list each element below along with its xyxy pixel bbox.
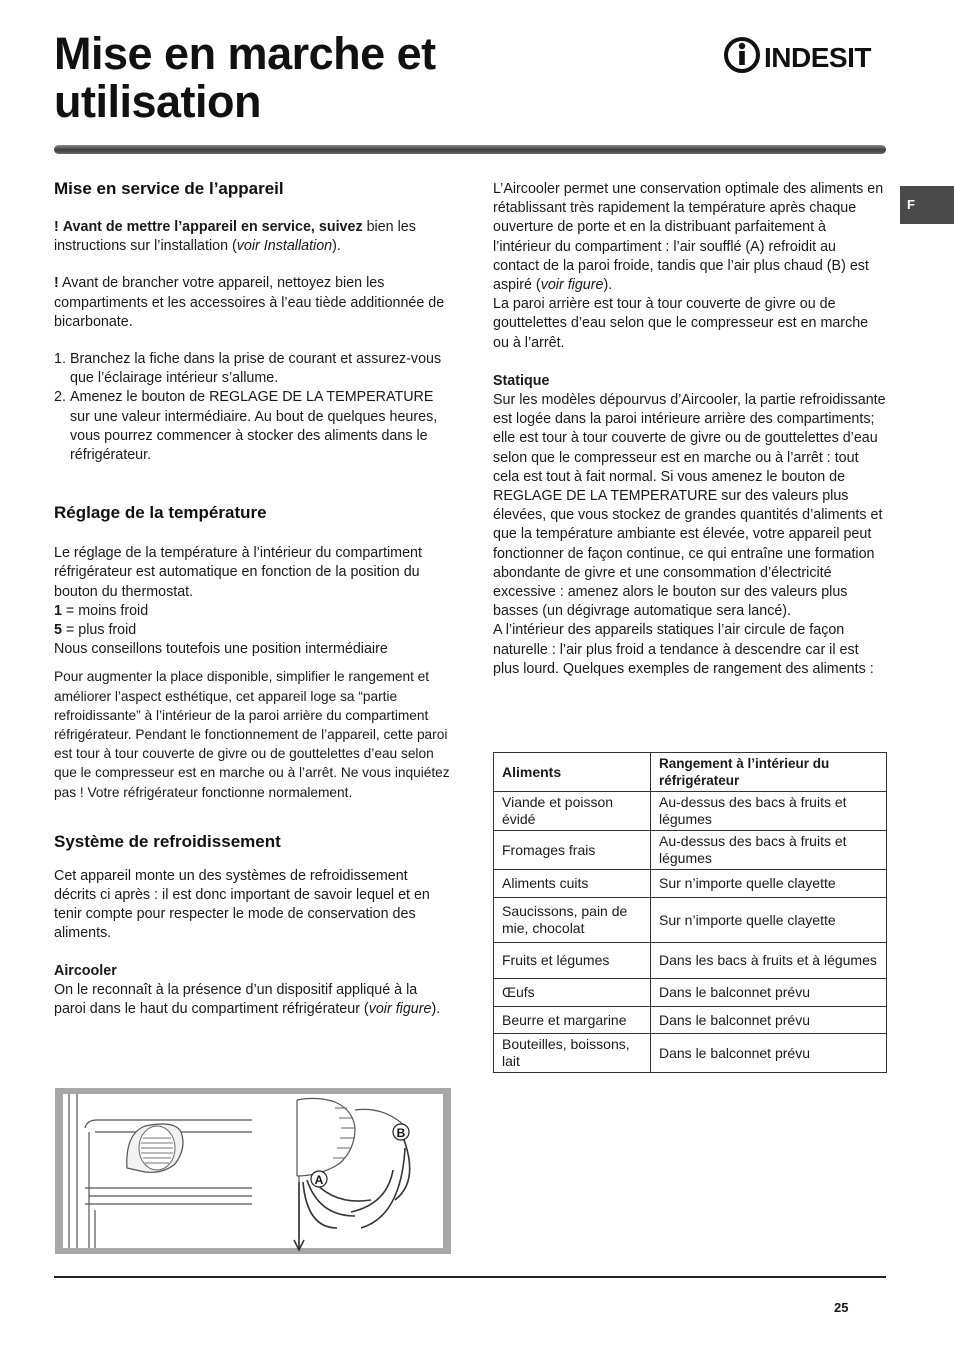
list-item <box>54 350 452 388</box>
list-item <box>54 388 452 465</box>
setting-number: 5 <box>54 622 62 639</box>
table-cell: Viande et poisson évidé <box>494 792 651 831</box>
warning-mark: ! <box>54 275 59 292</box>
aircooler-italic: voir figure <box>368 1001 432 1018</box>
step-number: 1. <box>54 351 66 368</box>
step-text: Branchez la fiche dans la prise de courant et assurez-vous que l’éclairage intérieur s’allume. <box>70 351 442 387</box>
table-row <box>494 1034 887 1073</box>
setting-text: = moins froid <box>61 602 149 619</box>
indesit-logo-icon <box>724 34 889 76</box>
paragraph-air-circulation: A l’intérieur des appareils statiques l’air circule de façon naturelle : l’air plus froid a tendance à descendre car il est plus lourd. Quelques exemples de rangement des aliments : <box>493 622 874 677</box>
title-rule <box>54 145 886 154</box>
setting-line-5 <box>54 621 452 640</box>
table-cell: Bouteilles, boissons, lait <box>494 1034 651 1073</box>
setting-line-1 <box>54 602 452 621</box>
table-row <box>494 792 887 831</box>
warning-end: ). <box>332 238 341 255</box>
table-cell: Dans le balconnet prévu <box>651 1007 887 1034</box>
paragraph-paroi: La paroi arrière est tour à tour couverte de givre ou de gouttelettes d’eau selon que le compresseur est en marche ou à l’arrêt. <box>493 296 869 351</box>
indesit-logo <box>724 34 889 76</box>
table-cell: Sur n’importe quelle clayette <box>651 870 887 898</box>
paragraph-partie-refroidissante: Pour augmenter la place disponible, simplifier le rangement et améliorer l’aspect esthétique, cet appareil loge sa “partie refroidissante” à l’intérieur de la paroi arrière du compartiment réfrigérateur. Pendant le fonctionnement de l’appareil, cette paroi est tour à tour couverte de givre ou de gouttelettes d’eau selon que le compresseur est en marche ou à l’arrêt. Ne vous inquiétez pas ! Votre réfrigérateur fonctionne normalement. <box>54 669 450 800</box>
page-title: Mise en marche et utilisation <box>54 28 436 127</box>
table-header-row <box>494 753 887 792</box>
warning-text: bien les instructions sur l’installation ( <box>54 219 416 255</box>
section-heading-systeme: Système de refroidissement <box>54 831 281 851</box>
benefits-text: L’Aircooler permet une conservation optimale des aliments en rétablissant très rapidement la température après chaque ouverture de porte et en la distribuant parfaitement à l’intérieur du compartiment : l’air soufflé (A) refroidit au contact de la paroi froide, tandis que l’air plus chaud (B) est aspiré ( <box>493 181 884 294</box>
table-cell: Au-dessus des bacs à fruits et légumes <box>651 831 887 870</box>
step-number: 2. <box>54 389 66 406</box>
table-cell: Aliments cuits <box>494 870 651 898</box>
left-column <box>54 176 452 1019</box>
paragraph-reglage: Le réglage de la température à l’intérieur du compartiment réfrigérateur est automatique en fonction de la position du bouton du thermostat. <box>54 545 422 600</box>
right-column <box>493 180 886 679</box>
paragraph-systeme: Cet appareil monte un des systèmes de refroidissement décrits ci après : il est donc important de savoir lequel et en tenir compte pour respecter le mode de conservation des aliments. <box>54 867 430 942</box>
paragraph-statique: Sur les modèles dépourvus d’Aircooler, la partie refroidissante est logée dans la paroi intérieure arrière des compartiments; elle est tour à tour couverte de givre ou de gouttelettes d’eau selon que le compresseur est en marche ou à l’arrêt : tout cela est tout à fait normal. Si vous amenez le bouton de REGLAGE DE LA TEMPERATURE sur des valeurs plus élevées, que vous stockez de grandes quantités d’aliments et que la température ambiante est élevée, votre appareil peut fonctionner de façon continue, ce qui entraîne une formation abondante de givre et une consommation d’électricité excessive : amenez alors le bouton sur des valeurs plus basses (un dégivrage automatique sera lancé). <box>493 392 886 620</box>
figure-label-a: A <box>314 1173 324 1187</box>
step-text: Amenez le bouton de REGLAGE DE LA TEMPERATURE sur une valeur intermédiaire. Au bout de quelques heures, vous pourrez commencer à stocker des aliments dans le réfrigérateur. <box>70 389 438 464</box>
table-cell: Fromages frais <box>494 831 651 870</box>
paragraph-warning-2 <box>54 274 452 332</box>
setting-text: = plus froid <box>61 622 137 639</box>
table-row <box>494 898 887 943</box>
table-cell: Saucissons, pain de mie, chocolat <box>494 898 651 943</box>
aircooler-text: On le reconnaît à la présence d’un dispositif appliqué à la paroi dans le haut du compartiment réfrigérateur ( <box>54 981 418 1018</box>
figure-label-b: B <box>396 1126 406 1140</box>
table-cell: Dans le balconnet prévu <box>651 1034 887 1073</box>
table-cell: Dans les bacs à fruits et à légumes <box>651 943 887 979</box>
subheading-aircooler: Aircooler <box>54 962 117 979</box>
storage-table <box>493 752 887 1073</box>
warning-text: Avant de brancher votre appareil, nettoyez bien les compartiments et les accessoires à l’eau tiède additionnée de bicarbonate. <box>54 275 445 330</box>
table-row <box>494 870 887 898</box>
paragraph-warning-1 <box>54 218 452 256</box>
table-row <box>494 1007 887 1034</box>
benefits-end: ). <box>603 277 613 294</box>
subheading-statique: Statique <box>493 372 550 389</box>
table-row <box>494 831 887 870</box>
benefits-italic: voir figure <box>540 277 604 294</box>
paragraph-aircooler-benefits <box>493 180 886 295</box>
aircooler-figure <box>55 1088 451 1254</box>
brand-name: INDESIT <box>764 42 871 73</box>
table-cell: Fruits et légumes <box>494 943 651 979</box>
column-header-rangement: Rangement à l’intérieur du réfrigérateur <box>651 753 887 792</box>
footer-rule <box>54 1276 886 1278</box>
page-number: 25 <box>834 1300 849 1315</box>
setting-number: 1 <box>54 602 62 619</box>
table-cell: Beurre et margarine <box>494 1007 651 1034</box>
table-cell: Dans le balconnet prévu <box>651 979 887 1007</box>
language-tab: F <box>900 186 954 224</box>
table-cell: Œufs <box>494 979 651 1007</box>
paragraph-advice: Nous conseillons toutefois une position intermédiaire <box>54 641 388 658</box>
aircooler-end: ). <box>431 1001 441 1018</box>
column-header-aliments: Aliments <box>494 753 651 792</box>
table-row <box>494 979 887 1007</box>
aircooler-illustration <box>55 1088 451 1254</box>
warning-italic: voir Installation <box>236 238 333 255</box>
warning-mark: ! <box>54 219 59 235</box>
section-heading-mise-en-service: Mise en service de l’appareil <box>54 179 284 198</box>
table-cell: Au-dessus des bacs à fruits et légumes <box>651 792 887 831</box>
table-cell: Sur n’importe quelle clayette <box>651 898 887 943</box>
steps-list <box>54 350 452 465</box>
paragraph-aircooler <box>54 981 452 1019</box>
warning-bold-text: Avant de mettre l’appareil en service, suivez <box>62 219 363 235</box>
section-heading-reglage: Réglage de la température <box>54 503 267 523</box>
table-row <box>494 943 887 979</box>
